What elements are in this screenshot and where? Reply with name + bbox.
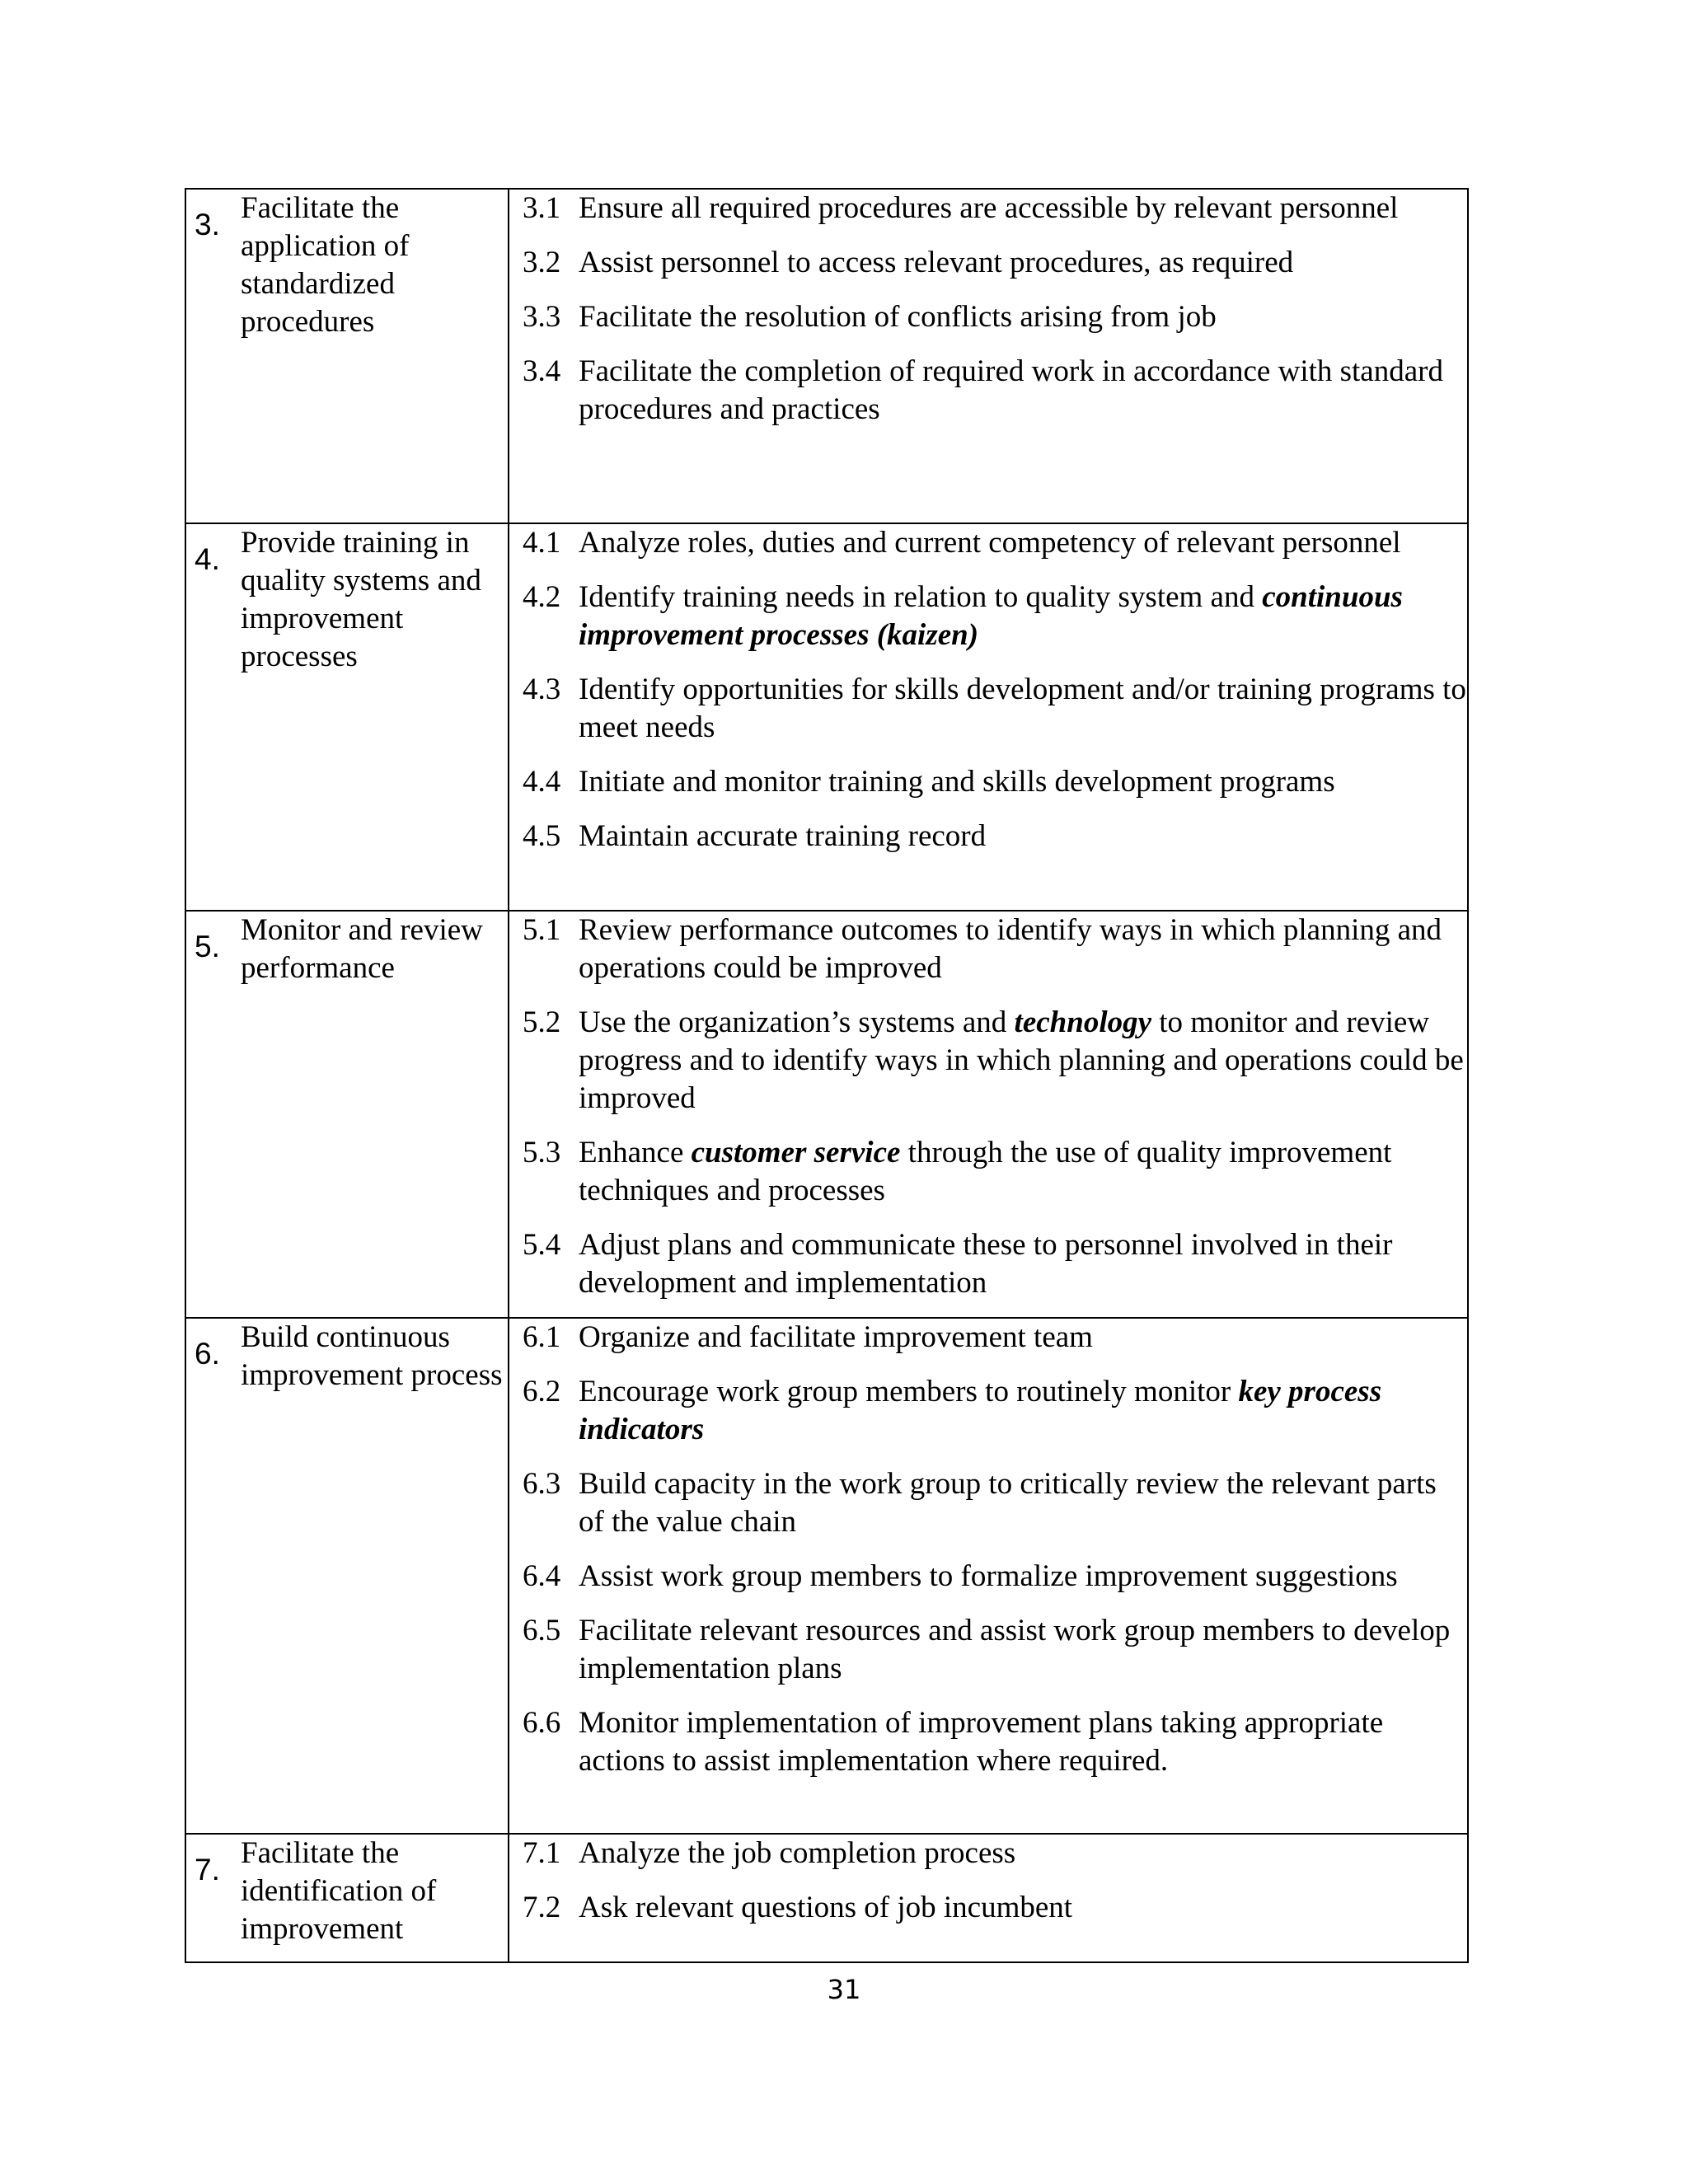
criterion-text: Maintain accurate training record: [579, 819, 987, 853]
criterion-text: Use the organization’s systems and: [579, 1005, 1015, 1039]
criterion-number: 6.1: [523, 1320, 561, 1354]
competency-table: [185, 188, 1469, 1963]
element-number: 6.: [195, 1337, 220, 1371]
criterion-text: Analyze roles, duties and current competency of relevant personnel: [579, 526, 1401, 560]
criterion-text: Identify opportunities for skills development and/or training programs to meet needs: [579, 673, 1466, 744]
criterion-number: 4.1: [523, 526, 561, 560]
criterion-emphasis: continuous improvement processes (kaizen): [579, 580, 1403, 652]
criterion-text: Enhance: [579, 1136, 692, 1169]
criterion-item: [509, 1226, 1467, 1302]
criterion-item: [509, 1004, 1467, 1118]
criterion-emphasis: technology: [1014, 1005, 1152, 1039]
table-row: [185, 1834, 1468, 1962]
criterion-item: [509, 190, 1467, 227]
criterion-item: [509, 1558, 1467, 1596]
criterion-number: 4.4: [523, 765, 561, 799]
criterion-number: 3.1: [523, 191, 561, 225]
element-title: Monitor and review performance: [241, 913, 483, 985]
criterion-number: 6.4: [523, 1559, 561, 1593]
element-cell: [185, 1318, 509, 1834]
criterion-text-after: through the use of quality improvement techniques and processes: [579, 1136, 1392, 1207]
criterion-number: 7.2: [523, 1891, 561, 1924]
criterion-item: [509, 912, 1467, 987]
criterion-text: Assist work group members to formalize improvement suggestions: [579, 1559, 1398, 1593]
criterion-text: Organize and facilitate improvement team: [579, 1320, 1093, 1354]
criterion-text: Review performance outcomes to identify ways in which planning and operations could be improved: [579, 913, 1442, 985]
criterion-item: [509, 1835, 1467, 1872]
criterion-number: 3.3: [523, 300, 561, 334]
criterion-emphasis: customer service: [691, 1136, 901, 1169]
element-cell: [185, 189, 509, 523]
criterion-item: [509, 579, 1467, 654]
element-title: Facilitate the application of standardized procedures: [241, 191, 410, 339]
criterion-item: [509, 1889, 1467, 1927]
criterion-number: 4.2: [523, 580, 561, 614]
criterion-item: [509, 1373, 1467, 1449]
criteria-cell: [509, 189, 1468, 523]
criterion-number: 3.2: [523, 246, 561, 279]
criterion-text: Monitor implementation of improvement plans taking appropriate actions to assist implementation where required.: [579, 1706, 1384, 1778]
criteria-cell: [509, 523, 1468, 911]
criterion-item: [509, 244, 1467, 282]
criterion-number: 4.3: [523, 673, 561, 706]
table-row: [185, 911, 1468, 1318]
criterion-text: Assist personnel to access relevant procedures, as required: [579, 246, 1294, 279]
criterion-item: [509, 1612, 1467, 1688]
criteria-cell: [509, 1834, 1468, 1962]
element-cell: [185, 911, 509, 1318]
element-cell: [185, 1834, 509, 1962]
criterion-item: [509, 818, 1467, 855]
criterion-number: 4.5: [523, 819, 561, 853]
criterion-item: [509, 1465, 1467, 1541]
criterion-emphasis: key process indicators: [579, 1375, 1382, 1446]
element-cell: [185, 523, 509, 911]
criterion-item: [509, 763, 1467, 801]
criterion-text: Facilitate relevant resources and assist work group members to develop implementation plans: [579, 1614, 1451, 1685]
table-row: [185, 523, 1468, 911]
criterion-item: [509, 298, 1467, 336]
element-number: 3.: [195, 208, 220, 241]
criterion-item: [509, 353, 1467, 429]
element-number: 4.: [195, 542, 220, 576]
criterion-number: 5.2: [523, 1005, 561, 1039]
criterion-number: 6.3: [523, 1467, 561, 1501]
table-row: [185, 189, 1468, 523]
criterion-text: Build capacity in the work group to critically review the relevant parts of the value chain: [579, 1467, 1437, 1539]
criterion-text: Encourage work group members to routinely monitor: [579, 1375, 1239, 1408]
criteria-cell: [509, 1318, 1468, 1834]
criterion-text: Analyze the job completion process: [579, 1836, 1016, 1870]
criterion-item: [509, 524, 1467, 562]
criterion-number: 5.4: [523, 1228, 561, 1262]
element-number: 5.: [195, 930, 220, 963]
criterion-text: Ask relevant questions of job incumbent: [579, 1891, 1073, 1924]
criterion-number: 6.2: [523, 1375, 561, 1408]
criterion-text: Facilitate the resolution of conflicts arising from job: [579, 300, 1217, 334]
criterion-number: 6.5: [523, 1614, 561, 1647]
criterion-number: 5.1: [523, 913, 561, 947]
criterion-number: 7.1: [523, 1836, 561, 1870]
table-row: [185, 1318, 1468, 1834]
criterion-text-after: to monitor and review progress and to identify ways in which planning and operations could be improved: [579, 1005, 1464, 1115]
criterion-item: [509, 1319, 1467, 1357]
criterion-text: Ensure all required procedures are accessible by relevant personnel: [579, 191, 1399, 225]
criterion-item: [509, 671, 1467, 747]
element-number: 7.: [195, 1853, 220, 1886]
element-title: Provide training in quality systems and improvement processes: [241, 526, 481, 673]
element-title: Facilitate the identification of improvement: [241, 1836, 437, 1946]
criterion-text: Facilitate the completion of required work in accordance with standard procedures and practices: [579, 354, 1443, 426]
element-title: Build continuous improvement process: [241, 1320, 503, 1392]
criteria-cell: [509, 911, 1468, 1318]
page-number: 31: [827, 1974, 861, 2005]
criterion-text: Identify training needs in relation to quality system and: [579, 580, 1263, 614]
criterion-item: [509, 1134, 1467, 1210]
criterion-text: Initiate and monitor training and skills development programs: [579, 765, 1335, 799]
criterion-number: 6.6: [523, 1706, 561, 1740]
criterion-number: 3.4: [523, 354, 561, 388]
criterion-text: Adjust plans and communicate these to personnel involved in their development and implementation: [579, 1228, 1393, 1300]
criterion-item: [509, 1704, 1467, 1780]
criterion-number: 5.3: [523, 1136, 561, 1169]
